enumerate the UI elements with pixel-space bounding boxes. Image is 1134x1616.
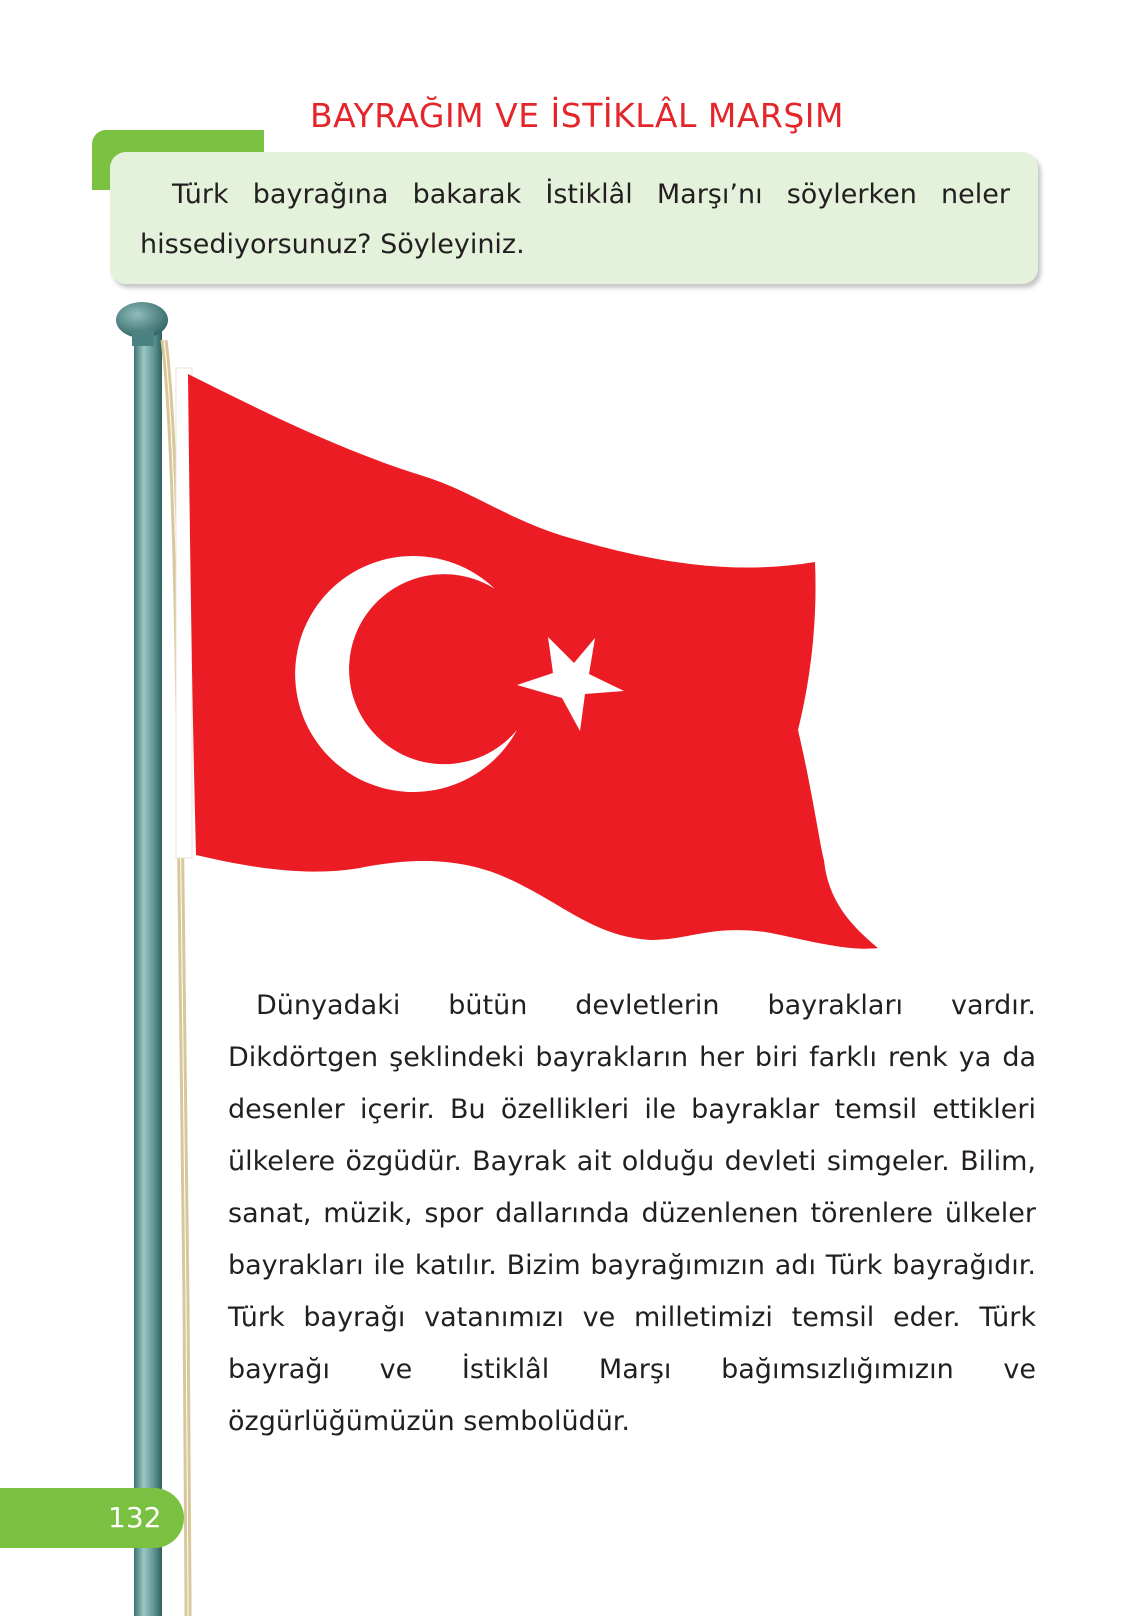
turkish-flag — [188, 374, 878, 949]
page-number: 132 — [108, 1501, 162, 1534]
page-title: BAYRAĞIM VE İSTİKLÂL MARŞIM — [309, 96, 844, 135]
question-box — [110, 152, 1038, 284]
question-text: Türk bayrağına bakarak İstiklâl Marşı’nı söylerken neler hissediyorsunuz? Söyleyiniz. — [140, 179, 1010, 260]
flag-pole — [116, 302, 168, 1616]
paragraph-text: Dünyadaki bütün devletlerin bayrakları vardır. Dikdörtgen şeklindeki bayrakların her biri farklı renk ya da desenler içerir. Bu özellikleri ile bayraklar temsil ettikleri ülkelere özgüdür. Bayrak ait olduğu devleti simgeler. Bilim, sanat, müzik, spor dallarında düzenlenen törenlere ülkeler bayrakları ile katılır. Bizim bayrağımızın adı Türk bayrağıdır. Türk bayrağı vatanımızı ve milletimizi temsil eder. Türk bayrağı ve İstiklâl Marşı bağımsızlığımızın ve özgürlüğümüzün sembolüdür. — [228, 990, 1036, 1437]
body-paragraph — [228, 980, 1036, 1448]
